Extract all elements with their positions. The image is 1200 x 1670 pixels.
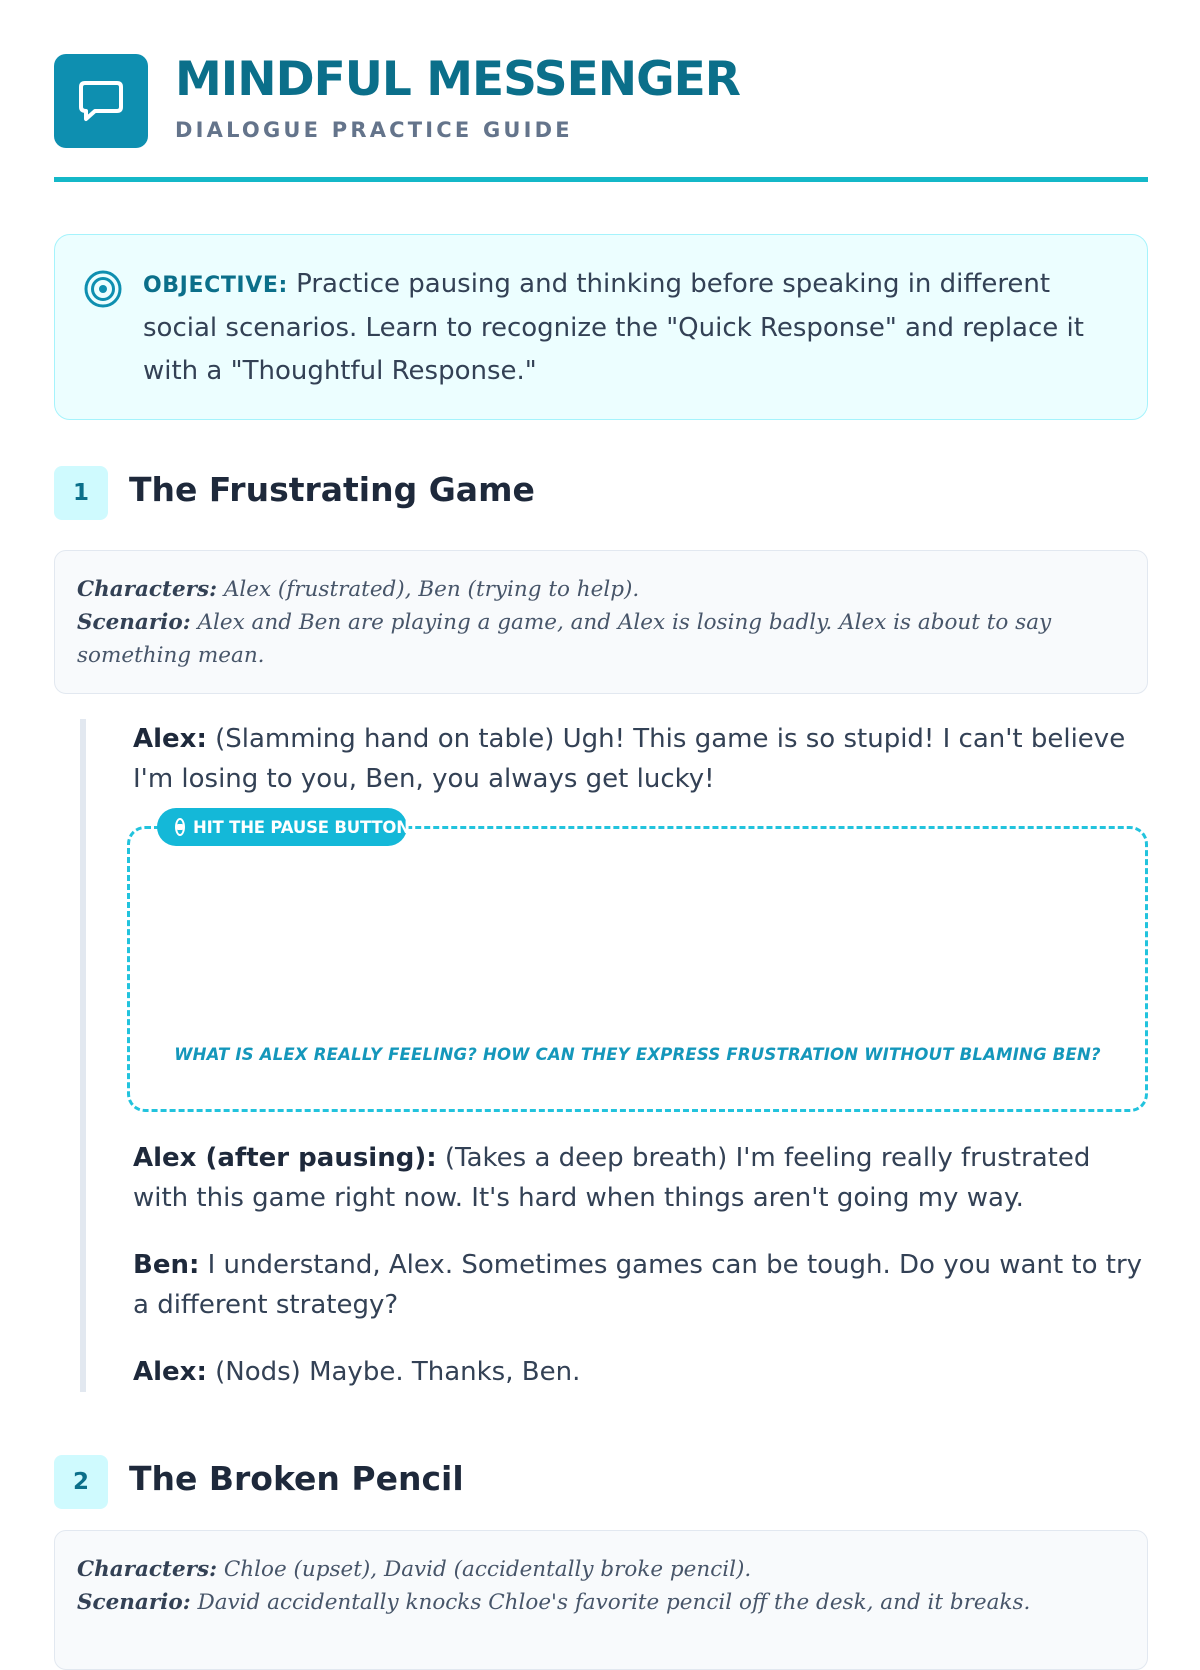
objective-callout — [54, 234, 1148, 420]
scenario-card-2 — [54, 1530, 1148, 1670]
dialogue-text: I understand, Alex. Sometimes games can be tough. Do you want to try a different strategy? — [133, 1250, 1143, 1320]
characters-label: Characters: — [77, 577, 218, 602]
dialogue-line — [133, 1352, 1143, 1392]
scenario-line — [77, 1586, 1125, 1619]
objective-text — [143, 263, 1103, 393]
chat-bubble-icon — [75, 75, 127, 127]
section-number-badge: 1 — [54, 466, 108, 520]
section-header-1 — [54, 466, 1148, 520]
speaker-name: Alex (after pausing): — [133, 1143, 437, 1173]
speaker-name: Alex: — [133, 1357, 207, 1387]
speaker-name: Alex: — [133, 724, 207, 754]
section-number-badge: 2 — [54, 1455, 108, 1509]
section-title: The Frustrating Game — [129, 470, 535, 509]
section-header-2 — [54, 1455, 1148, 1509]
characters-label: Characters: — [77, 1557, 218, 1582]
dialogue-line — [133, 1245, 1143, 1325]
characters-line — [77, 1553, 1125, 1586]
pause-label-text: HIT THE PAUSE BUTTON — [193, 817, 410, 837]
section-title: The Broken Pencil — [129, 1459, 464, 1498]
characters-line — [77, 573, 1125, 606]
pause-question: WHAT IS ALEX REALLY FEELING? HOW CAN THEY EXPRESS FRUSTRATION WITHOUT BLAMING BEN? — [174, 1045, 1101, 1064]
scenario-line — [77, 606, 1125, 672]
objective-label: OBJECTIVE: — [143, 273, 288, 298]
objective-body: Practice pausing and thinking before speaking in different social scenarios. Learn to recognize the "Quick Response" and replace it with a "Thoughtful Response." — [143, 269, 1084, 386]
pause-button-label — [157, 808, 410, 846]
page-header — [54, 54, 1148, 182]
dialogue-text: (Takes a deep breath) I'm feeling really frustrated with this game right now. It's hard when things aren't going my way. — [133, 1143, 1091, 1213]
characters-text: Chloe (upset), David (accidentally broke pencil). — [217, 1557, 752, 1582]
scenario-text: Alex and Ben are playing a game, and Alex is losing badly. Alex is about to say something mean. — [77, 610, 1052, 668]
speaker-name: Ben: — [133, 1250, 200, 1280]
dialogue-text: (Nods) Maybe. Thanks, Ben. — [206, 1357, 581, 1387]
dialogue-line — [133, 719, 1143, 799]
pause-icon — [175, 818, 185, 836]
target-icon — [83, 269, 123, 309]
dialogue-line — [133, 1138, 1143, 1218]
pause-reflection-box[interactable] — [127, 826, 1148, 1112]
app-subtitle: DIALOGUE PRACTICE GUIDE — [175, 118, 573, 142]
scenario-label: Scenario: — [77, 610, 191, 635]
scenario-label: Scenario: — [77, 1590, 191, 1615]
app-title: MINDFUL MESSENGER — [175, 52, 740, 107]
dialogue-text: (Slamming hand on table) Ugh! This game is so stupid! I can't believe I'm losing to you, Ben, you always get lucky! — [133, 724, 1126, 794]
scenario-card-1 — [54, 550, 1148, 694]
app-logo — [54, 54, 148, 148]
characters-text: Alex (frustrated), Ben (trying to help). — [217, 577, 640, 602]
scenario-text: David accidentally knocks Chloe's favorite pencil off the desk, and it breaks. — [190, 1590, 1031, 1615]
